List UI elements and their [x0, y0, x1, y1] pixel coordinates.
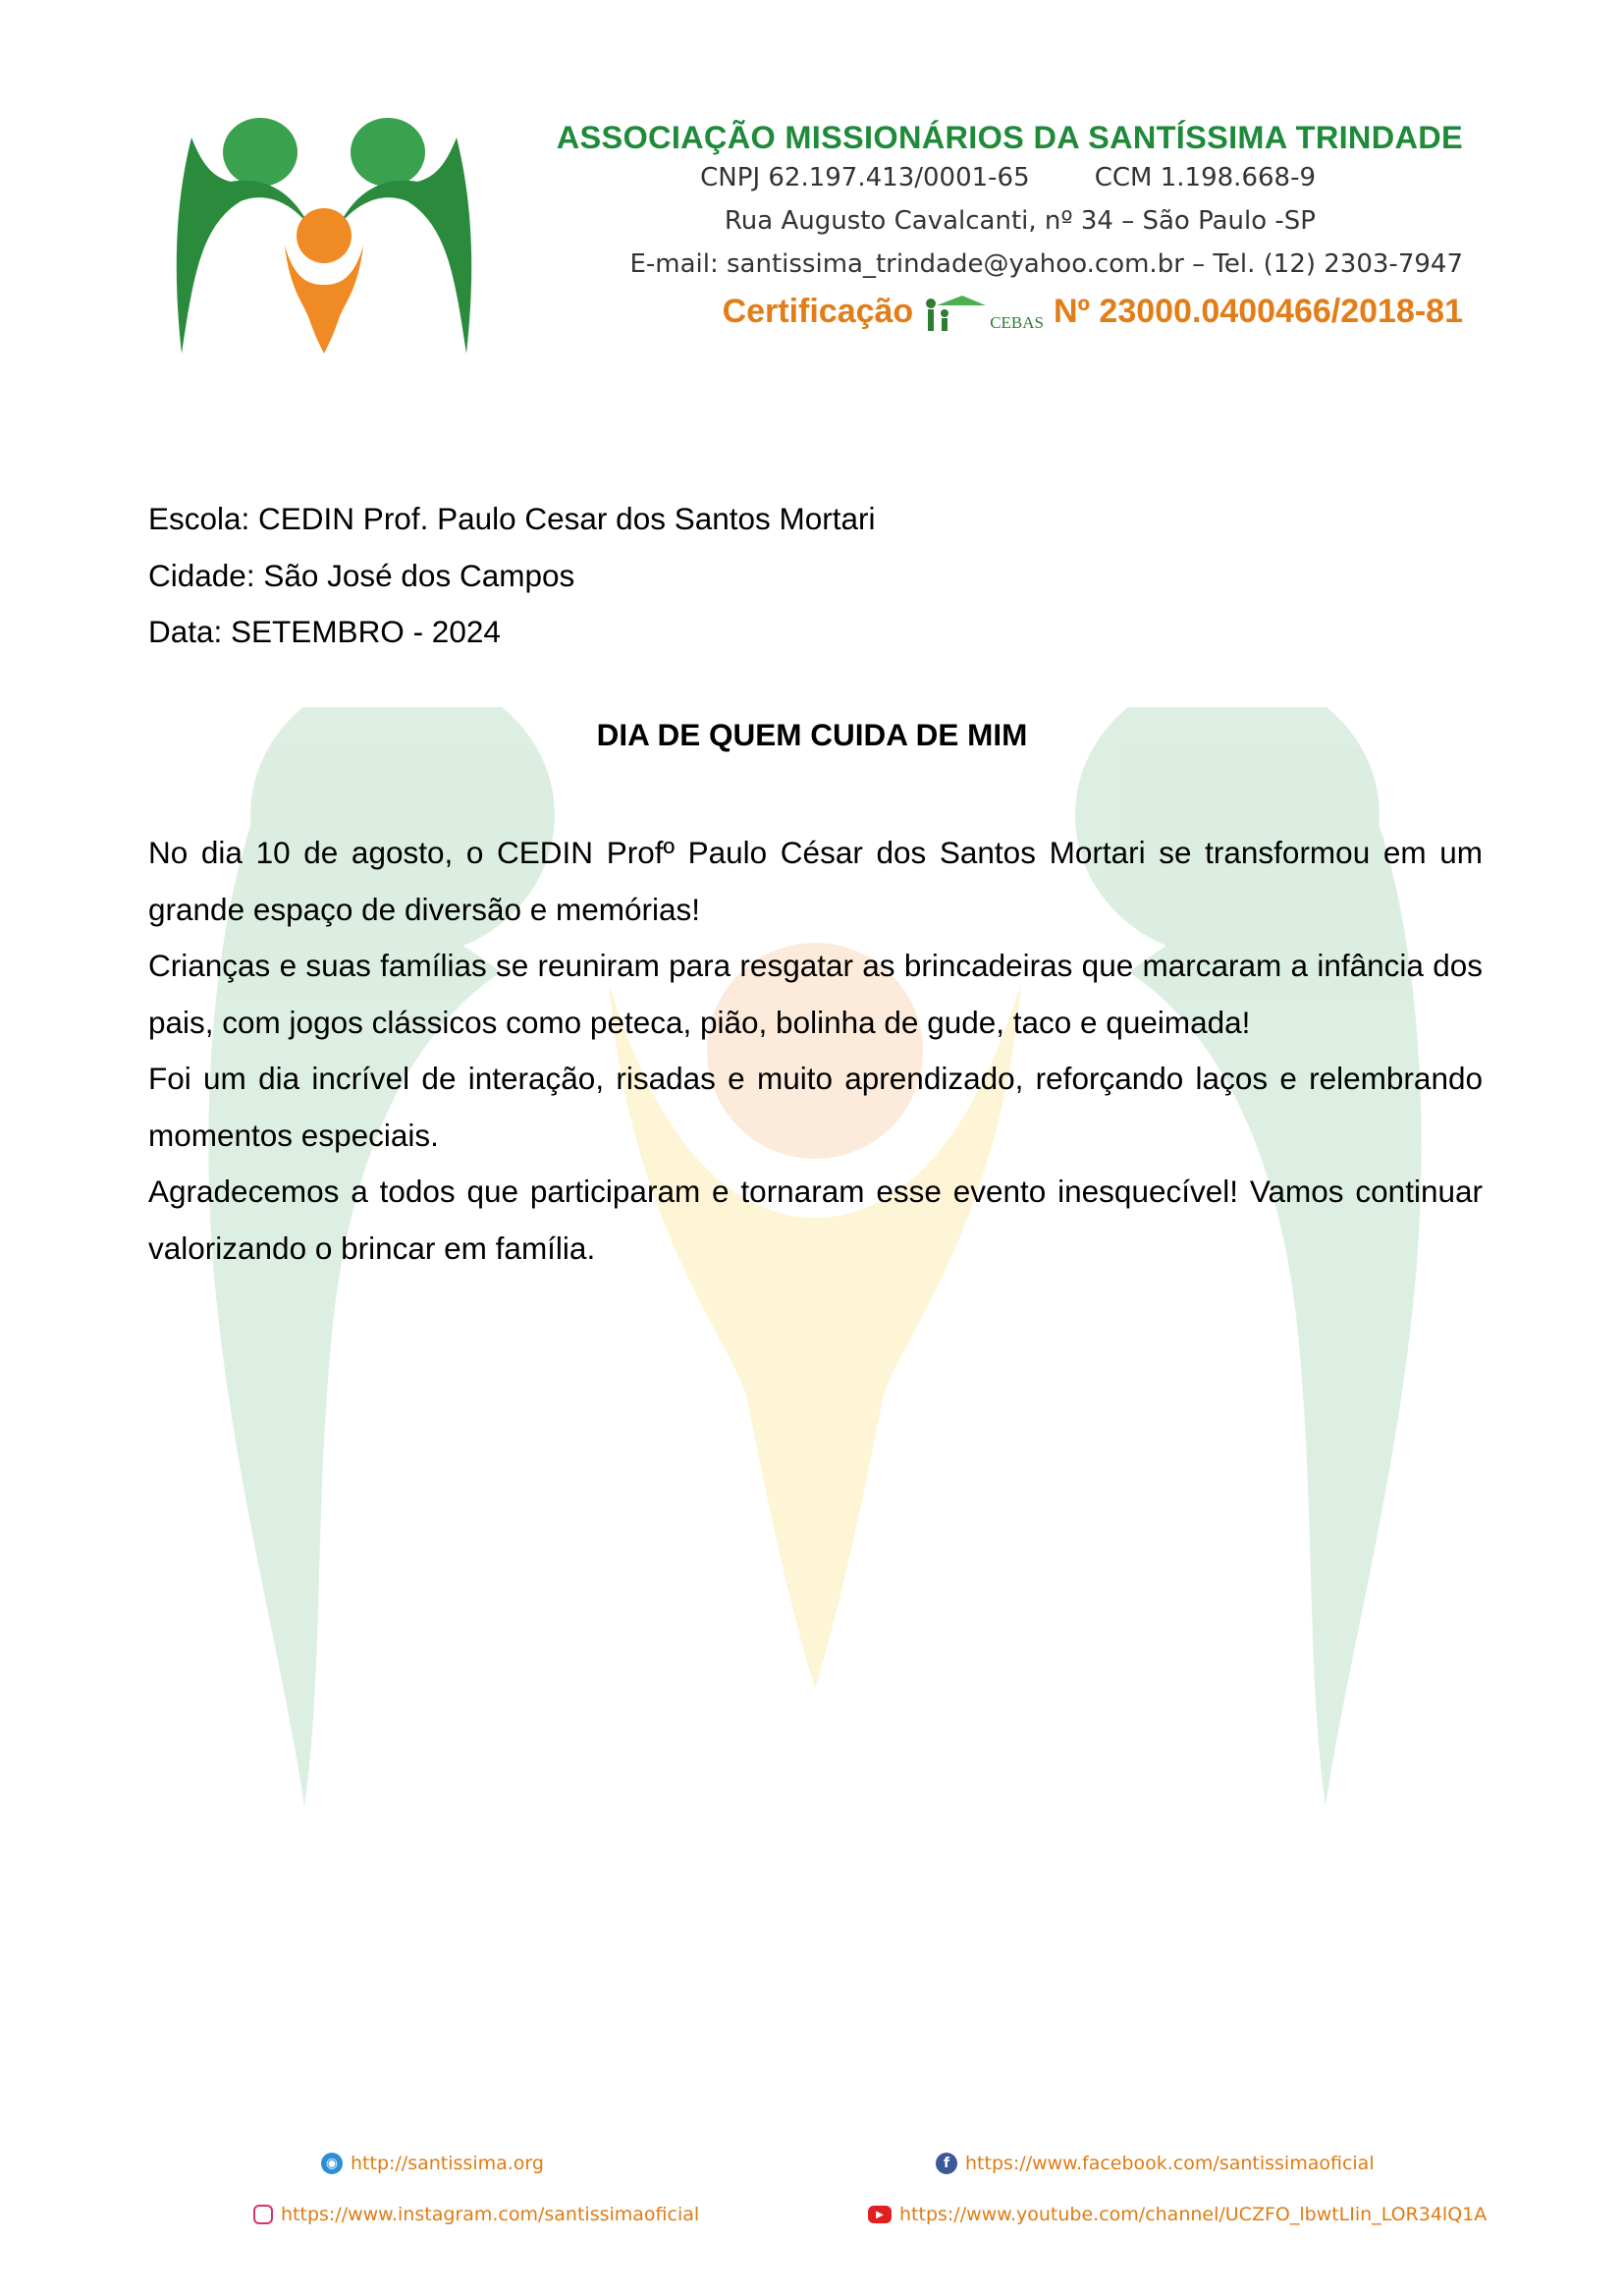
cebas-label: CEBAS [990, 313, 1044, 332]
youtube-url[interactable]: https://www.youtube.com/channel/UCZFO_lbwtLIin_LOR34lQ1A [899, 2204, 1488, 2225]
cebas-icon [923, 294, 988, 333]
document-meta [148, 491, 876, 661]
facebook-url[interactable]: https://www.facebook.com/santissimaoficial [965, 2153, 1375, 2174]
org-address: Rua Augusto Cavalcanti, nº 34 – São Paulo -SP [724, 206, 1316, 236]
youtube-icon: ▶ [868, 2206, 892, 2223]
footer-youtube-link[interactable] [868, 2204, 1487, 2225]
certification-line [506, 290, 1463, 333]
website-url[interactable]: http://santissima.org [351, 2153, 544, 2174]
footer-facebook-link[interactable] [936, 2153, 1375, 2174]
org-cnpj: CNPJ 62.197.413/0001-65 CCM 1.198.668-9 [700, 163, 1316, 192]
facebook-icon: f [936, 2153, 957, 2174]
document-body [148, 825, 1483, 1277]
school-line: Escola: CEDIN Prof. Paulo Cesar dos Santos Mortari [148, 501, 876, 536]
cert-number: Nº 23000.0400466/2018-81 [1054, 292, 1463, 330]
paragraph: No dia 10 de agosto, o CEDIN Profº Paulo César dos Santos Mortari se transformou em um grande espaço de diversão e memórias! [148, 835, 1483, 927]
paragraph: Agradecemos a todos que participaram e tornaram esse evento inesquecível! Vamos continuar valorizando o brincar em família. [148, 1174, 1483, 1266]
date-line: Data: SETEMBRO - 2024 [148, 614, 501, 649]
org-name: ASSOCIAÇÃO MISSIONÁRIOS DA SANTÍSSIMA TRINDADE [556, 120, 1463, 155]
footer-website-link[interactable] [321, 2153, 544, 2174]
paragraph: Foi um dia incrível de interação, risadas e muito aprendizado, reforçando laços e relembrando momentos especiais. [148, 1061, 1483, 1153]
instagram-icon [253, 2205, 273, 2224]
cebas-logo [923, 290, 1044, 333]
document-title: DIA DE QUEM CUIDA DE MIM [596, 717, 1028, 752]
instagram-url[interactable]: https://www.instagram.com/santissimaoficial [281, 2204, 700, 2225]
footer-instagram-link[interactable] [253, 2204, 699, 2225]
org-contact: E-mail: santissima_trindade@yahoo.com.br – Tel. (12) 2303-7947 [629, 249, 1463, 279]
globe-icon: ◉ [321, 2153, 343, 2174]
city-line: Cidade: São José dos Campos [148, 557, 575, 593]
cert-label: Certificação [722, 292, 914, 330]
paragraph: Crianças e suas famílias se reuniram para resgatar as brincadeiras que marcaram a infância dos pais, com jogos clássicos como peteca, pião, bolinha de gude, taco e queimada! [148, 948, 1483, 1040]
logo-figures [172, 108, 476, 358]
org-info [506, 120, 1463, 333]
